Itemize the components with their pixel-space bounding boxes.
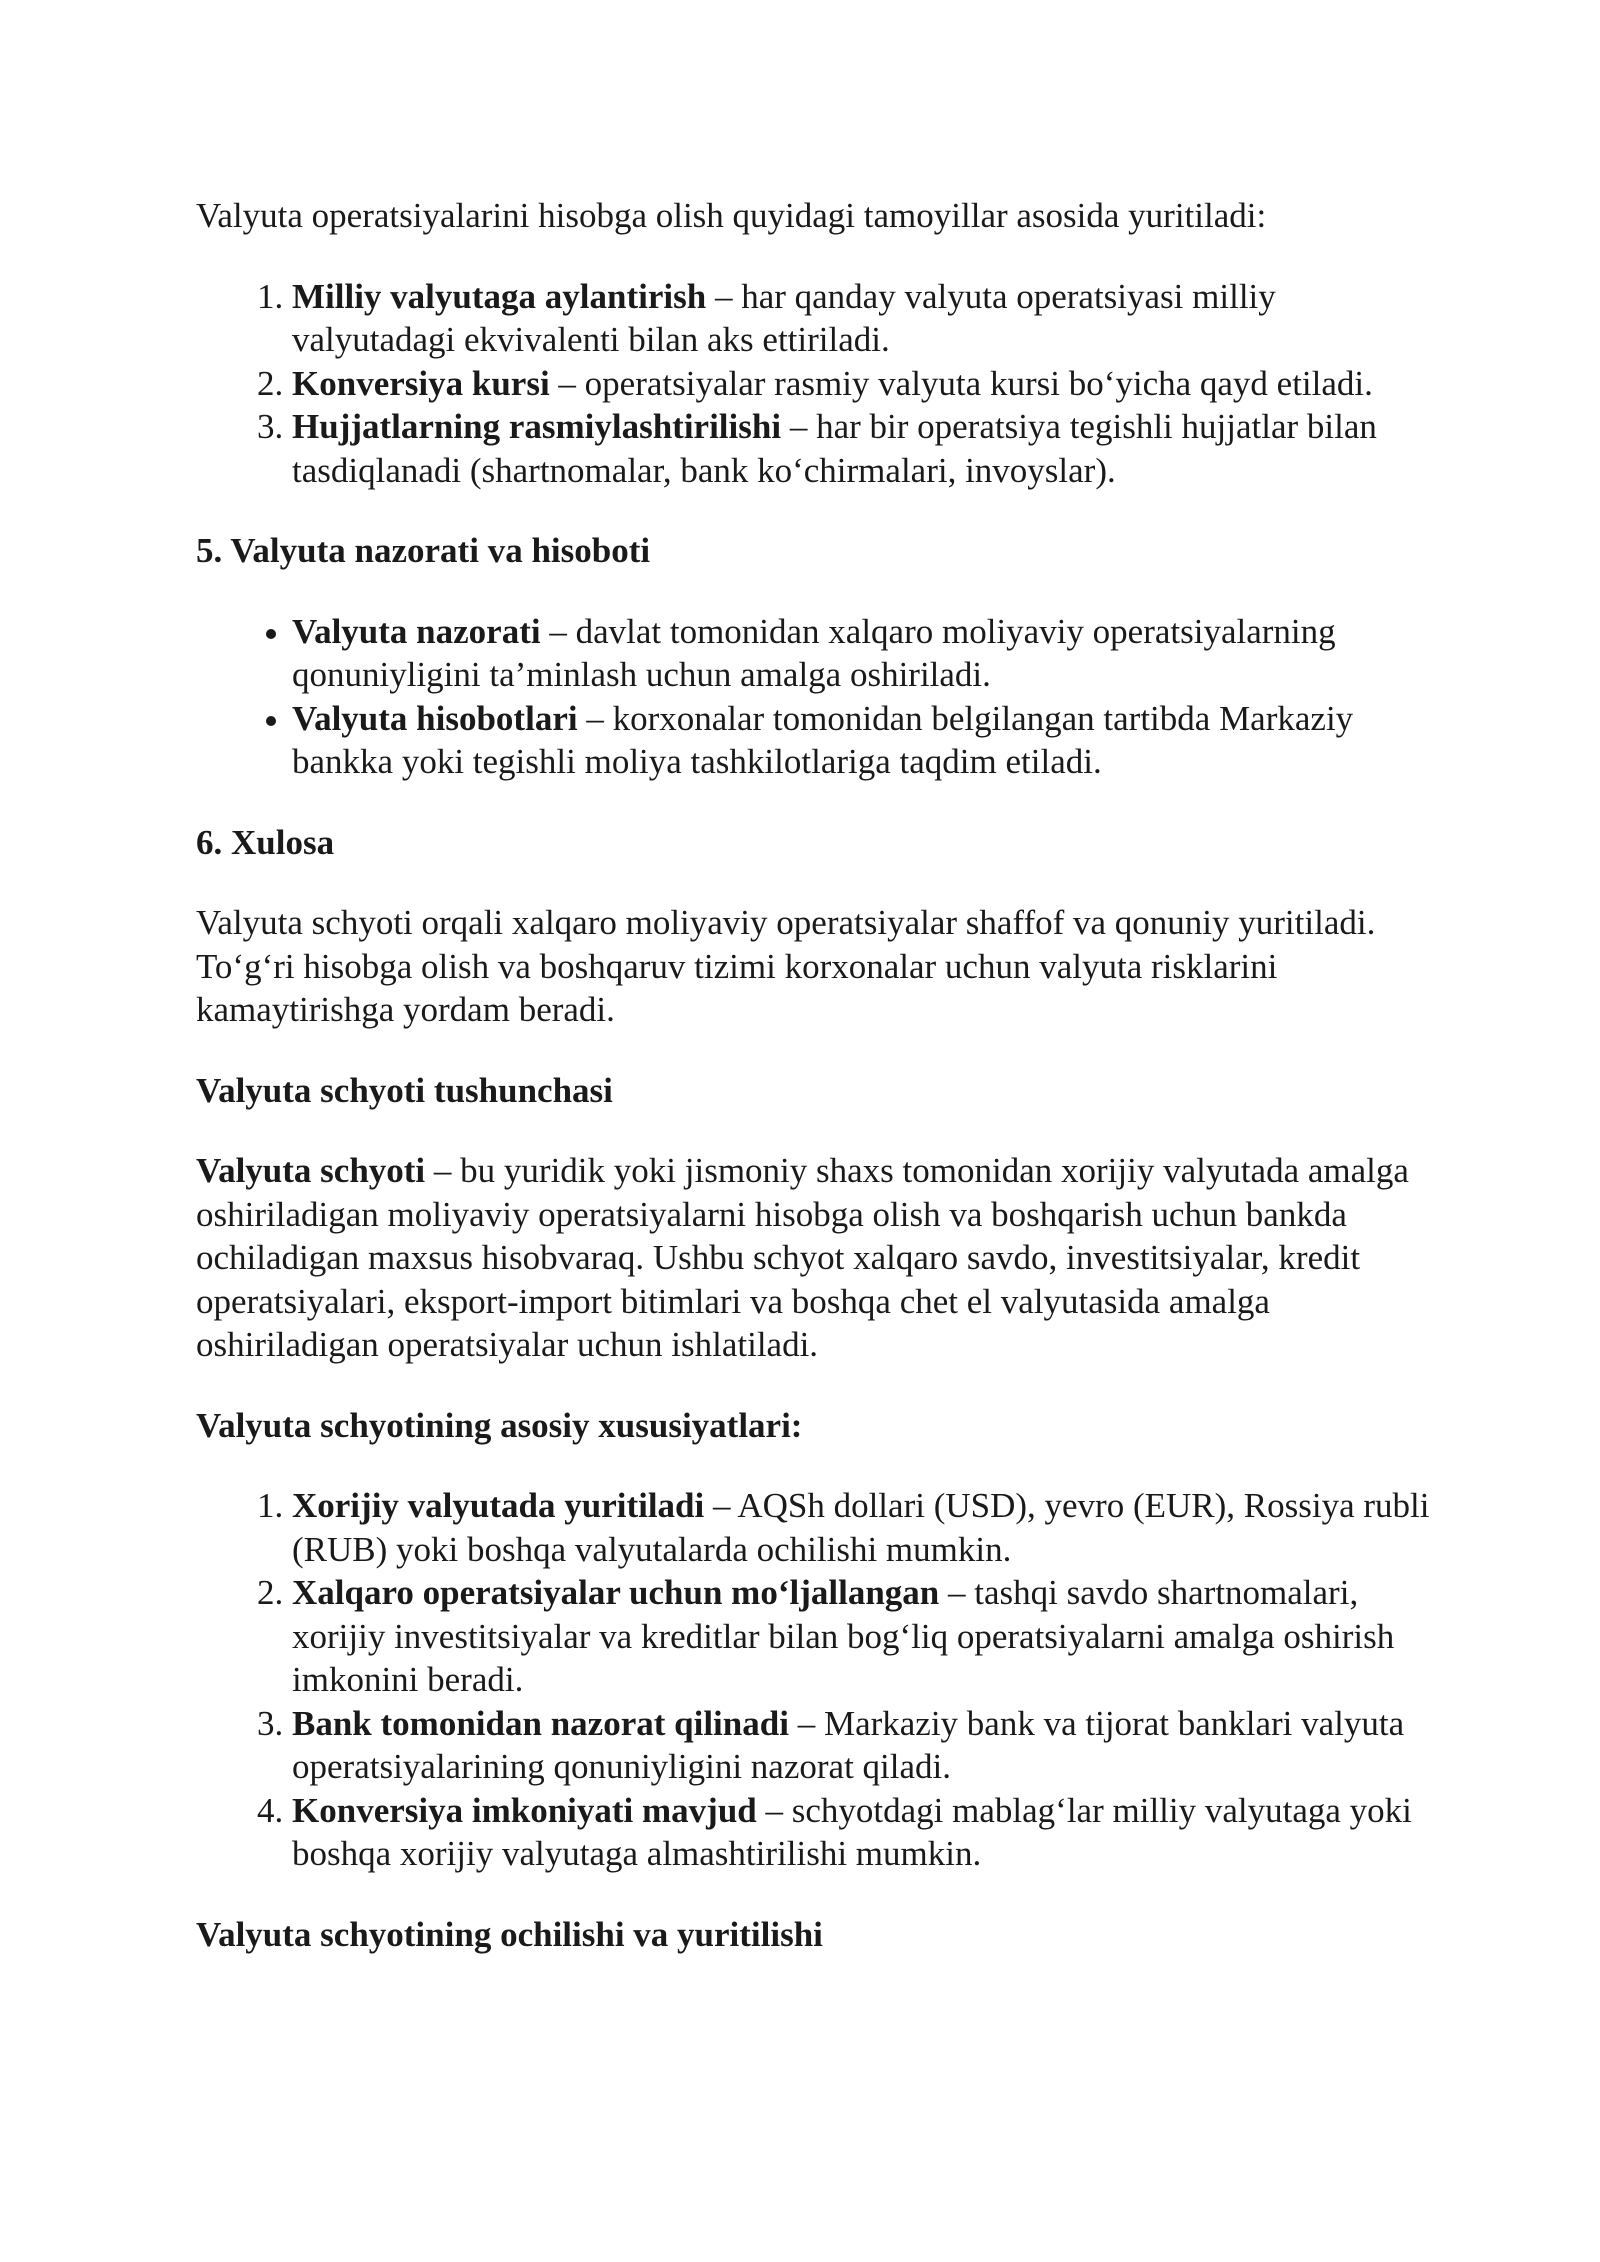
list-item <box>292 362 1436 406</box>
section-heading: Valyuta schyotining asosiy xususiyatlari: <box>196 1405 803 1445</box>
list-item <box>292 610 1436 697</box>
concept-paragraph <box>196 1149 1436 1367</box>
item-text: – AQSh dollari (USD), yevro (EUR), Rossiya rubli (RUB) yoki boshqa valyutalarda ochilishi mumkin. <box>292 1486 1430 1569</box>
item-term: Hujjatlarning rasmiylashtirilishi <box>292 407 782 446</box>
item-text: – operatsiyalar rasmiy valyuta kursi bo‘yicha qayd etiladi. <box>549 363 1373 403</box>
section-heading: Valyuta schyotining ochilishi va yuritilishi <box>196 1914 823 1954</box>
item-term: Valyuta nazorati <box>292 611 541 651</box>
item-term: Xalqaro operatsiyalar uchun mo‘ljallangan <box>292 1573 940 1612</box>
item-term: Konversiya kursi <box>292 363 550 403</box>
item-text: – korxonalar tomonidan belgilangan tartibda Markaziy bankka yoki tegishli moliya tashkilotlariga taqdim etiladi. <box>292 698 1354 781</box>
principles-list <box>196 275 1436 493</box>
list-item <box>292 1789 1436 1876</box>
item-term: Konversiya imkoniyati mavjud <box>292 1790 757 1830</box>
item-text: – davlat tomonidan xalqaro moliyaviy operatsiyalarning qonuniyligini ta’minlash uchun amalga oshiriladi. <box>292 611 1336 694</box>
list-item <box>292 1484 1436 1571</box>
list-item <box>292 275 1436 362</box>
section-heading: 5. Valyuta nazorati va hisoboti <box>196 531 651 570</box>
item-term: Xorijiy valyutada yuritiladi <box>292 1486 705 1525</box>
item-text: – Markaziy bank va tijorat banklari valyuta operatsiyalarining qonuniyligini nazorat qiladi. <box>292 1703 1405 1786</box>
concept-text: – bu yuridik yoki jismoniy shaxs tomonidan xorijiy valyutada amalga oshiriladigan moliyaviy operatsiyalarni hisobga olish va boshqarish uchun bankda ochiladigan maxsus hisobvaraq. Ushbu schyot xalqaro savdo, investitsiyalar, kredit operatsiyalari, eksport-import bitimlari va boshqa chet el valyutasida amalga oshiriladigan operatsiyalar uchun ishlatiladi. <box>196 1151 1409 1364</box>
item-text: – schyotdagi mablag‘lar milliy valyutaga yoki boshqa xorijiy valyutaga almashtirilishi mumkin. <box>292 1790 1412 1873</box>
item-text: – tashqi savdo shartnomalari, xorijiy investitsiyalar va kreditlar bilan bog‘liq operatsiyalarni amalga oshirish imkonini beradi. <box>292 1573 1395 1699</box>
list-item <box>292 1571 1436 1702</box>
item-term: Milliy valyutaga aylantirish <box>292 276 707 316</box>
concept-term: Valyuta schyoti <box>196 1151 426 1190</box>
section-heading: 6. Xulosa <box>196 822 335 862</box>
item-text: – har bir operatsiya tegishli hujjatlar bilan tasdiqlanadi (shartnomalar, bank ko‘chirmalari, invoyslar). <box>292 407 1377 490</box>
control-list <box>196 610 1436 784</box>
list-item <box>292 1702 1436 1789</box>
item-term: Valyuta hisobotlari <box>292 698 578 738</box>
document-page <box>196 194 1436 1993</box>
list-item <box>292 697 1436 784</box>
item-term: Bank tomonidan nazorat qilinadi <box>292 1703 789 1743</box>
section-heading: Valyuta schyoti tushunchasi <box>196 1070 613 1110</box>
conclusion-paragraph: Valyuta schyoti orqali xalqaro moliyaviy operatsiyalar shaffof va qonuniy yuritiladi. To‘g‘ri hisobga olish va boshqaruv tizimi korxonalar uchun valyuta risklarini kamaytirishga yordam beradi. <box>196 903 1376 1029</box>
list-item <box>292 405 1436 492</box>
item-text: – har qanday valyuta operatsiyasi milliy valyutadagi ekvivalenti bilan aks ettiriladi. <box>292 276 1276 359</box>
features-list <box>196 1484 1436 1876</box>
intro-paragraph: Valyuta operatsiyalarini hisobga olish quyidagi tamoyillar asosida yuritiladi: <box>196 196 1267 235</box>
